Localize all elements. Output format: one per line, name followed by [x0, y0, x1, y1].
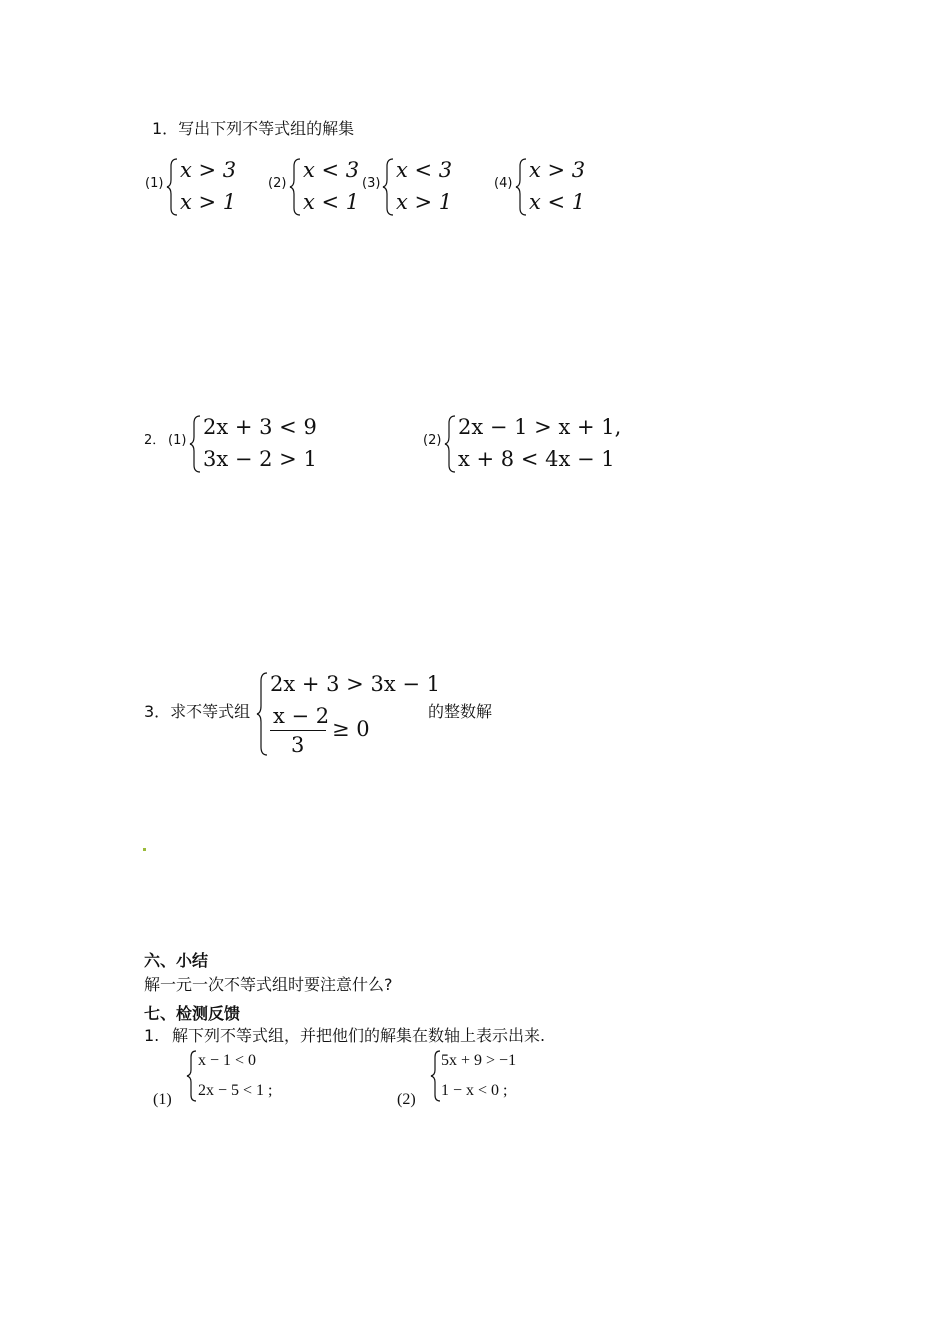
q1-item1-label: (1): [145, 176, 164, 191]
q1-item3-label: (3): [362, 176, 381, 191]
section6-question: 解一元一次不等式组时要注意什么?: [144, 975, 393, 994]
q3-fraction-bar: [270, 730, 326, 731]
q1-item1-brace: [166, 158, 180, 216]
s7-item1-line2: 2x − 5 < 1 ;: [198, 1082, 273, 1099]
q2-item1-line1: 2x + 3 < 9: [203, 415, 317, 439]
q1-item3-line1: x < 3: [396, 158, 453, 182]
s7-item2-line2: 1 − x < 0 ;: [441, 1082, 508, 1099]
s7-item1-line1: x − 1 < 0: [198, 1052, 257, 1069]
q3-prefix: 3．求不等式组: [144, 702, 251, 721]
section7-instruction: 解下列不等式组，并把他们的解集在数轴上表示出来.: [172, 1026, 546, 1045]
q2-item2-line2: x + 8 < 4x − 1: [458, 447, 615, 471]
q3-suffix: 的整数解: [428, 702, 493, 721]
s7-item2-line1: 5x + 9 > −1: [441, 1052, 517, 1069]
q2-item2-line1: 2x − 1 > x + 1,: [458, 415, 622, 439]
green-dot-marker: [143, 848, 146, 851]
q1-item3-brace: [382, 158, 396, 216]
q3-brace: [256, 672, 270, 756]
q1-item2-line1: x < 3: [303, 158, 360, 182]
section7-heading: 七、检测反馈: [144, 1004, 241, 1023]
q1-item1-line1: x > 3: [180, 158, 237, 182]
q2-number: 2．: [144, 433, 166, 448]
q1-item4-brace: [515, 158, 529, 216]
q2-item1-label: (1): [168, 433, 187, 448]
q1-title: 1．写出下列不等式组的解集: [152, 119, 355, 138]
q1-item4-label: (4): [494, 176, 513, 191]
q1-item2-label: (2): [268, 176, 287, 191]
q3-frac-denominator: 3: [291, 733, 305, 757]
q1-item2-brace: [289, 158, 303, 216]
section6-heading: 六、小结: [144, 951, 209, 970]
q3-line1: 2x + 3 > 3x − 1: [270, 672, 440, 696]
q1-item4-line1: x > 3: [529, 158, 586, 182]
s7-item1-label: (1): [153, 1091, 172, 1108]
q1-item4-line2: x < 1: [529, 190, 586, 214]
s7-item2-label: (2): [397, 1091, 416, 1108]
q2-item1-line2: 3x − 2 > 1: [203, 447, 317, 471]
q3-frac-numerator: x − 2: [273, 704, 330, 728]
q2-item2-brace: [444, 415, 458, 473]
s7-item1-brace: [186, 1050, 198, 1102]
q1-item3-line2: x > 1: [396, 190, 453, 214]
section7-number: 1.: [144, 1026, 160, 1045]
q3-frac-rhs: ≥ 0: [332, 717, 370, 741]
q1-item2-line2: x < 1: [303, 190, 360, 214]
q2-item1-brace: [189, 415, 203, 473]
q2-item2-label: (2): [423, 433, 442, 448]
q1-item1-line2: x > 1: [180, 190, 237, 214]
